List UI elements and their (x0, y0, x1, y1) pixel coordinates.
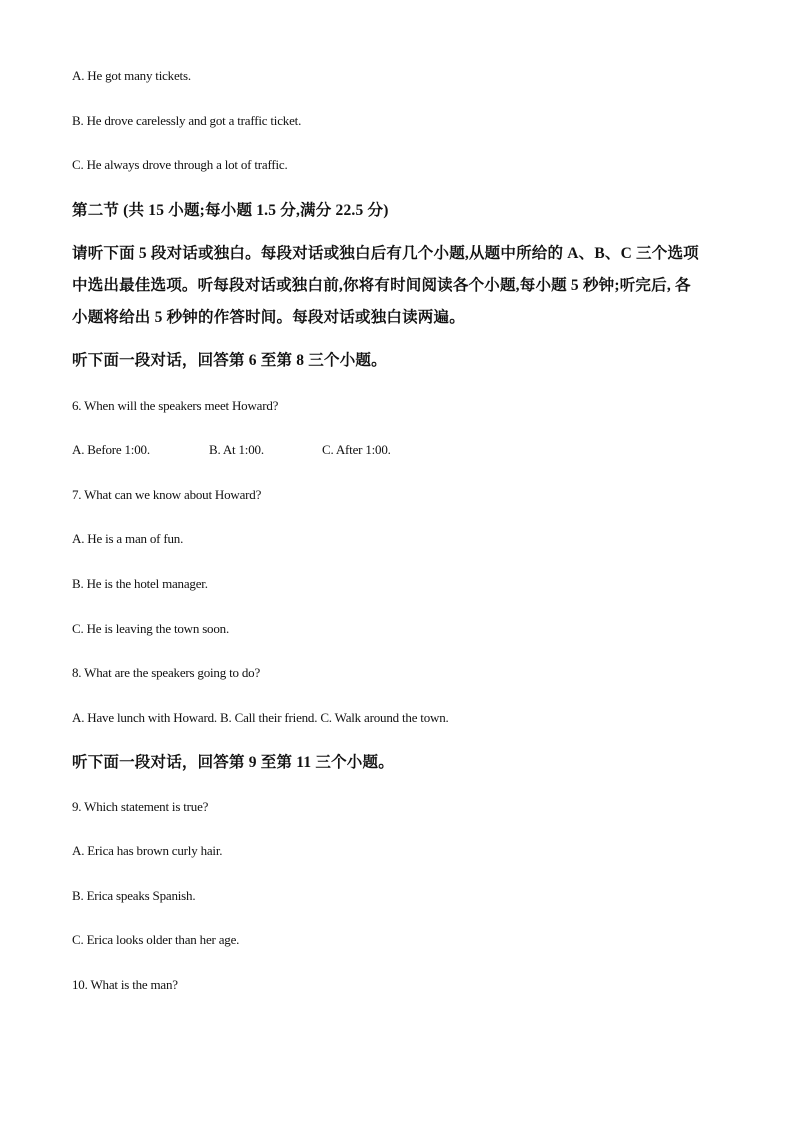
question-9: 9. Which statement is true? (72, 799, 209, 814)
q5-option-a: A. He got many tickets. (72, 68, 191, 83)
question-6: 6. When will the speakers meet Howard? (72, 398, 279, 413)
q9-option-c: C. Erica looks older than her age. (72, 932, 240, 947)
instructions-line-3: 小题将给出 5 秒钟的作答时间。每段对话或独白读两遍。 (72, 309, 465, 326)
q8-options: A. Have lunch with Howard. B. Call their friend. C. Walk around the town. (72, 710, 449, 725)
q9-option-b: B. Erica speaks Spanish. (72, 888, 196, 903)
q9-option-a: A. Erica has brown curly hair. (72, 843, 223, 858)
q7-option-a: A. He is a man of fun. (72, 531, 184, 546)
q7-option-c: C. He is leaving the town soon. (72, 621, 230, 636)
section-heading: 第二节 (共 15 小题;每小题 1.5 分,满分 22.5 分) (72, 202, 389, 219)
q7-option-b: B. He is the hotel manager. (72, 576, 208, 591)
question-7: 7. What can we know about Howard? (72, 487, 262, 502)
dialogue-heading-6-8: 听下面一段对话，回答第 6 至第 8 三个小题。 (72, 352, 387, 369)
q6-option-b: B. At 1:00. (209, 442, 264, 457)
dialogue-heading-9-11: 听下面一段对话，回答第 9 至第 11 三个小题。 (72, 754, 394, 771)
q6-option-c: C. After 1:00. (322, 442, 391, 457)
q6-option-a: A. Before 1:00. (72, 442, 150, 457)
question-6-options (72, 442, 391, 458)
question-10: 10. What is the man? (72, 977, 178, 992)
q5-option-b: B. He drove carelessly and got a traffic ticket. (72, 113, 302, 128)
instructions-line-1: 请听下面 5 段对话或独白。每段对话或独白后有几个小题,从题中所给的 A、B、C 三个选项 (72, 245, 699, 262)
instructions-line-2: 中选出最佳选项。听每段对话或独白前,你将有时间阅读各个小题,每小题 5 秒钟;听完后, 各 (72, 277, 691, 294)
q5-option-c: C. He always drove through a lot of traffic. (72, 157, 288, 172)
question-8: 8. What are the speakers going to do? (72, 665, 261, 680)
